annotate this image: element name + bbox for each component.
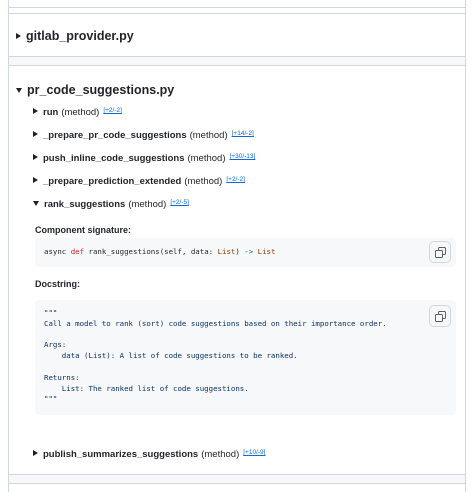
docstring-line [44, 362, 387, 373]
method-item-publish-summarizes-suggestions[interactable] [33, 449, 265, 460]
triangle-right-icon [16, 33, 21, 39]
triangle-down-icon [33, 201, 39, 206]
diff-link[interactable]: [+2/-2] [226, 176, 245, 183]
triangle-right-icon [33, 154, 38, 160]
method-item-push-inline-code-suggestions[interactable] [33, 153, 255, 164]
method-kind: (method) [61, 107, 100, 118]
copy-icon[interactable] [429, 241, 451, 263]
docstring-code-block [35, 300, 456, 415]
function-signature: rank_suggestions(self, data: [88, 247, 218, 256]
method-name: publish_summarizes_suggestions [43, 449, 199, 460]
file-header-gitlab-provider[interactable] [16, 29, 134, 43]
method-item-rank-suggestions[interactable] [33, 199, 189, 210]
method-name: push_inline_code_suggestions [43, 153, 185, 164]
method-item-prepare-pr-code-suggestions[interactable] [33, 130, 254, 141]
keyword-async: async [44, 247, 67, 256]
copy-icon[interactable] [429, 305, 451, 327]
method-kind: (method) [187, 153, 226, 164]
docstring-line: data (List): A list of code suggestions to be ranked. [44, 351, 298, 361]
divider [8, 13, 466, 14]
signature-close: ) [235, 247, 245, 256]
docstring-line: Returns: [44, 372, 80, 382]
method-name: run [43, 107, 59, 118]
divider [8, 65, 466, 66]
param-type: List [217, 247, 236, 256]
diff-link[interactable]: [+2/-2] [103, 107, 122, 114]
docstring-text [44, 308, 387, 405]
docstring-line [44, 330, 387, 341]
docstring-label: Docstring: [35, 279, 80, 289]
method-kind: (method) [201, 449, 240, 460]
method-kind: (method) [184, 176, 223, 187]
divider [8, 7, 466, 8]
method-kind: (method) [128, 199, 167, 210]
file-name: pr_code_suggestions.py [27, 83, 175, 97]
divider [8, 483, 466, 484]
signature-label: Component signature: [35, 225, 131, 235]
triangle-down-icon [16, 88, 22, 93]
diff-link[interactable]: [+30/-13] [229, 153, 256, 160]
method-name: _prepare_pr_code_suggestions [43, 130, 187, 141]
file-header-pr-code-suggestions[interactable] [16, 83, 174, 97]
return-arrow: -> [244, 247, 254, 256]
method-item-prepare-prediction-extended[interactable] [33, 176, 245, 187]
diff-link[interactable]: [+14/-2] [231, 130, 254, 137]
keyword-def: def [70, 247, 85, 256]
section-gap [9, 475, 465, 483]
triangle-right-icon [33, 177, 38, 183]
docstring-line: Args: [44, 340, 67, 350]
docstring-line: """ [44, 308, 58, 317]
section-gap [9, 57, 465, 65]
method-name: _prepare_prediction_extended [43, 176, 182, 187]
diff-link[interactable]: [+2/-5] [170, 199, 189, 206]
method-item-run[interactable] [33, 107, 122, 118]
signature-code [44, 247, 275, 256]
method-name: rank_suggestions [44, 199, 126, 210]
triangle-right-icon [33, 450, 38, 456]
docstring-line: Call a model to rank (sort) code suggestions based on their importance order. [44, 318, 387, 328]
method-kind: (method) [189, 130, 228, 141]
docstring-line: """ [44, 394, 58, 404]
return-type: List [257, 247, 276, 256]
docstring-line: List: The ranked list of code suggestions. [44, 383, 249, 393]
file-name: gitlab_provider.py [26, 29, 134, 43]
diff-link[interactable]: [+10/-9] [243, 449, 266, 456]
triangle-right-icon [33, 131, 38, 137]
triangle-right-icon [33, 108, 38, 114]
signature-code-block [35, 238, 456, 267]
